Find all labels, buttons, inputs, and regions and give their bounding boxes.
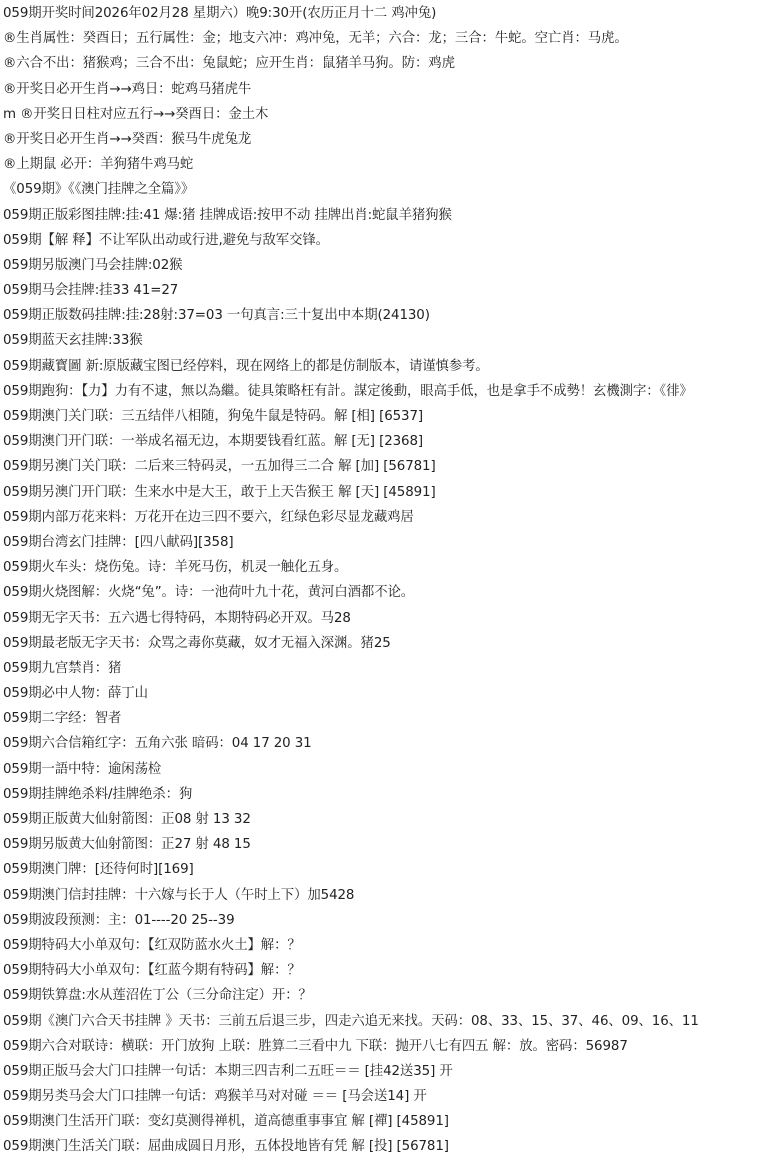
text-line: 059期最老版无字天书：众骂之毒你莫藏，奴才无福入深渊。猪25 [3, 635, 391, 651]
text-line: 059期另澳门开门联：生来水中是大王，敢于上天告猴王 解 [天] [45891] [3, 484, 436, 500]
text-line: 059期铁算盘:水从莲沼佐丁公（三分命注定）开：？ [3, 988, 312, 1004]
text-line: 059期九宫禁肖：猪 [3, 660, 122, 676]
text-line: 059期澳门关门联：三五结伴八相随，狗兔牛鼠是特码。解 [相] [6537] [3, 409, 424, 424]
text-line: 059期正版黄大仙射箭图：正08 射 13 32 [3, 812, 251, 827]
text-line: 059期另澳门关门联：二后来三特码灵，一五加得三二合 解 [加] [56781] [3, 459, 436, 475]
text-line: ®生肖属性：癸酉日；五行属性：金；地支六冲：鸡冲兔，无羊；六合：龙；三合：牛蛇。空亡肖：马虎。 [3, 31, 628, 47]
text-line: 059期无字天书：五六遇七得特码，本期特码必开双。马28 [3, 610, 351, 626]
text-line: 059期正版数码挂牌:挂:28射:37=03 一句真言:三十复出中本期(24130) [3, 308, 430, 324]
text-line: 059期澳门开门联：一举成名福无边，本期要钱看红蓝。解 [无] [2368] [3, 434, 424, 450]
text-line: 059期正版马会大门口挂牌一句话：本期三四吉利二五旺＝＝ [挂42送35] 开 [3, 1063, 453, 1079]
text-line: ®六合不出：猪猴鸡；三合不出：兔鼠蛇；应开生肖：鼠猪羊马狗。防：鸡虎 [3, 56, 455, 72]
text-line: 059期必中人物：薛丁山 [3, 686, 148, 702]
text-line: 059期二字经：智者 [3, 711, 122, 727]
text-line: 059期澳门生活关门联：屈曲成圆日月形，五体投地皆有凭 解 [投] [56781] [3, 1139, 449, 1155]
text-line: 059期波段预测：主：01----20 25--39 [3, 912, 235, 928]
text-line: ®开奖日必开生肖→→鸡日：蛇鸡马猪虎牛 [3, 81, 252, 97]
text-line: 059期跑狗：【力】力有不逮，無以為繼。徒具策略枉有計。謀定後動，眼高手低，也是拿手不成勢！玄機測字：《徘》 [3, 383, 693, 399]
text-line: 《059期》《《澳门挂牌之全篇》》 [3, 182, 195, 198]
text-line: 059期火车头：烧伤兔。诗：羊死马伤，机灵一触化五身。 [3, 560, 348, 576]
text-line: 059期六合对联诗：横联：开门放狗 上联：胜算二三看中九 下联：抛开八七有四五 解：放。密码：56987 [3, 1038, 628, 1054]
text-line: 059期正版彩图挂牌:挂:41 爆:猪 挂牌成语:按甲不动 挂牌出肖:蛇鼠羊猪狗猴 [3, 207, 452, 223]
text-line: 059期藏寳圖 新:原版藏宝图已经停料，现在网络上的都是仿制版本，请谨慎参考。 [3, 358, 489, 374]
text-line: 059期《澳门六合天书挂牌 》天书：三前五后退三步，四走六追无来找。天码：08、33、15、37、46、09、16、11 [3, 1013, 699, 1029]
text-line: m ®开奖日日柱对应五行→→癸酉日：金土木 [3, 106, 269, 122]
text-line: 059期挂牌绝杀料/挂牌绝杀：狗 [3, 786, 193, 802]
text-line: 059期澳门信封挂牌：十六嫁与长于人（午时上下）加5428 [3, 887, 355, 903]
text-line: 059期台湾玄门挂牌：[四八献码][358] [3, 534, 234, 550]
text-line: 059期特码大小单双句：【红蓝今期有特码】解：？ [3, 963, 301, 979]
text-line: 059期另版黄大仙射箭图：正27 射 48 15 [3, 837, 251, 853]
text-line: 059期澳门生活开门联：变幻莫测得禅机，道高德重事事宜 解 [禪] [45891] [3, 1114, 449, 1130]
text-line: 059期六合信箱红字：五角六张 暗码：04 17 20 31 [3, 736, 312, 752]
text-line: 059期蓝天玄挂牌:33猴 [3, 333, 143, 349]
text-line: 059期另版澳门马会挂牌:02猴 [3, 257, 183, 273]
text-line: 059期特码大小单双句：【红双防蓝水火土】解：？ [3, 937, 301, 953]
text-line: 059期一語中特：逾闲荡检 [3, 761, 162, 777]
text-line: 059期澳门牌：[还待何时][169] [3, 862, 194, 878]
text-line: 059期火烧图解：火烧“兔”。诗：一池荷叶九十花，黄河白酒都不论。 [3, 585, 415, 601]
text-line: 059期另类马会大门口挂牌一句话：鸡猴羊马对对碰 ＝＝ [马会送14] 开 [3, 1089, 427, 1105]
text-line: 059期内部万花来料：万花开在边三四不要六，红绿色彩尽显龙藏鸡居 [3, 509, 414, 525]
text-line: 059期【解 释】不让军队出动或行进,避免与敌军交锋。 [3, 232, 329, 248]
text-line: ®上期鼠 必开：羊狗猪牛鸡马蛇 [3, 157, 194, 173]
text-line: ®开奖日必开生肖→→癸酉：猴马牛虎兔龙 [3, 131, 252, 147]
text-line: 059期开奖时间2026年02月28 星期六）晚9:30开(农历正月十二 鸡冲兔) [3, 6, 437, 21]
text-line: 059期马会挂牌:挂33 41=27 [3, 283, 179, 299]
